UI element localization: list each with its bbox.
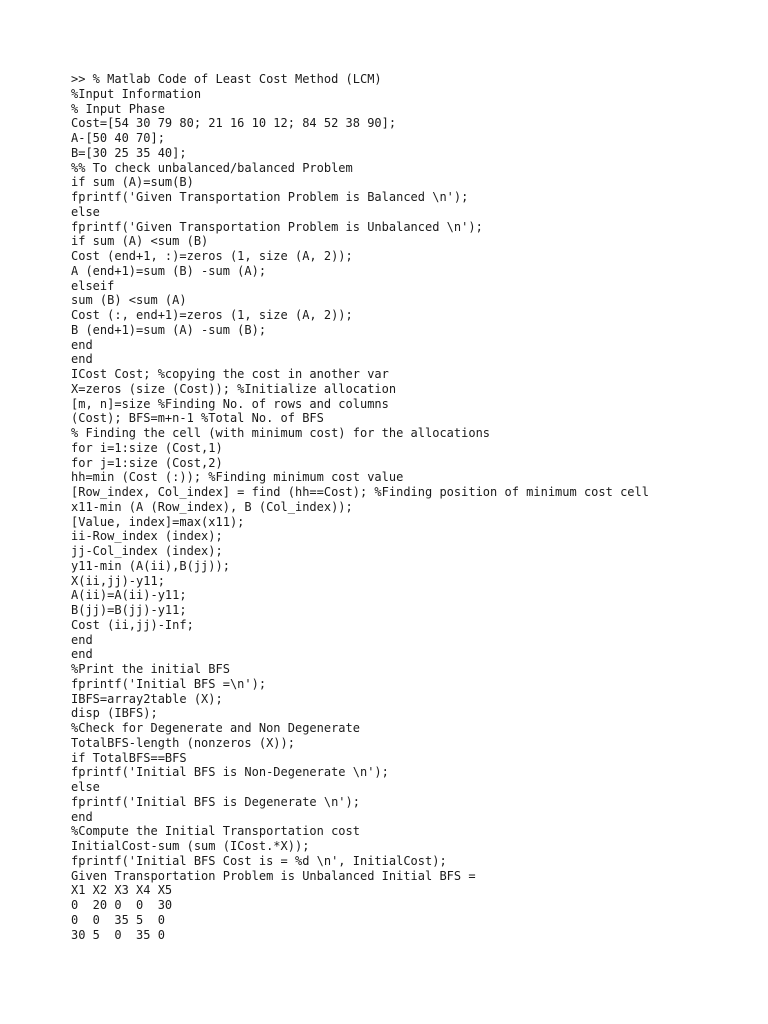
code-line: elseif	[71, 278, 115, 293]
code-line: 0 0 35 5 0	[71, 912, 165, 927]
code-line: end	[71, 632, 93, 647]
code-line: A (end+1)=sum (B) -sum (A);	[71, 263, 267, 278]
code-line: if sum (A)=sum(B)	[71, 175, 194, 190]
code-line: Cost=[54 30 79 80; 21 16 10 12; 84 52 38 90];	[71, 116, 397, 131]
code-line: for i=1:size (Cost,1)	[71, 440, 223, 455]
code-line: end	[71, 352, 93, 367]
code-line: fprintf('Initial BFS is Degenerate \n');	[71, 794, 360, 809]
code-line: [m, n]=size %Finding No. of rows and columns	[71, 396, 389, 411]
code-line: InitialCost-sum (sum (ICost.*X));	[71, 839, 310, 853]
code-line: [Value, index]=max(x11);	[71, 514, 245, 529]
code-line: y11-min (A(ii),B(jj));	[71, 558, 230, 573]
code-line: B (end+1)=sum (A) -sum (B);	[71, 322, 267, 337]
code-line: jj-Col_index (index);	[71, 544, 223, 558]
code-line: B(jj)=B(jj)-y11;	[71, 603, 187, 617]
code-line: ICost Cost; %copying the cost in another var	[71, 367, 389, 381]
code-line: %Check for Degenerate and Non Degenerate	[71, 721, 360, 735]
code-line: if TotalBFS==BFS	[71, 750, 187, 765]
code-line: else	[71, 204, 100, 219]
code-line: if sum (A) <sum (B)	[71, 234, 209, 249]
code-line: else	[71, 780, 100, 794]
code-listing	[71, 72, 649, 942]
code-line: sum (B) <sum (A)	[71, 293, 187, 308]
code-line: fprintf('Initial BFS is Non-Degenerate \n');	[71, 765, 389, 780]
code-line: 0 20 0 0 30	[71, 898, 173, 912]
code-line: %% To check unbalanced/balanced Problem	[71, 160, 353, 175]
code-line: x11-min (A (Row_index), B (Col_index));	[71, 499, 353, 514]
code-line: Cost (:, end+1)=zeros (1, size (A, 2));	[71, 308, 353, 322]
code-line: for j=1:size (Cost,2)	[71, 455, 223, 470]
code-line: % Finding the cell (with minimum cost) for the allocations	[71, 426, 491, 440]
code-line: >> % Matlab Code of Least Cost Method (LCM)	[71, 72, 382, 86]
code-line: end	[71, 809, 93, 824]
code-line: end	[71, 337, 93, 352]
code-line: IBFS=array2table (X);	[71, 691, 223, 706]
code-line: Cost (ii,jj)-Inf;	[71, 617, 194, 632]
code-line: B=[30 25 35 40];	[71, 145, 187, 160]
code-line: X(ii,jj)-y11;	[71, 573, 165, 588]
code-line: (Cost); BFS=m+n-1 %Total No. of BFS	[71, 411, 324, 426]
code-line: Cost (end+1, :)=zeros (1, size (A, 2));	[71, 249, 353, 263]
code-line: disp (IBFS);	[71, 706, 158, 721]
code-line: fprintf('Given Transportation Problem is Unbalanced \n');	[71, 219, 483, 234]
code-line: X=zeros (size (Cost)); %Initialize allocation	[71, 381, 397, 396]
code-line: fprintf('Initial BFS =\n');	[71, 676, 267, 691]
code-line: X1 X2 X3 X4 X5	[71, 883, 173, 898]
code-line: [Row_index, Col_index] = find (hh==Cost); %Finding position of minimum cost cell	[71, 485, 649, 499]
code-line: TotalBFS-length (nonzeros (X));	[71, 735, 295, 750]
code-line: ii-Row_index (index);	[71, 529, 223, 544]
code-line: 30 5 0 35 0	[71, 927, 165, 942]
code-line: A-[50 40 70];	[71, 131, 165, 145]
code-line: end	[71, 647, 93, 662]
code-line: fprintf('Initial BFS Cost is = %d \n', InitialCost);	[71, 853, 447, 868]
code-line: fprintf('Given Transportation Problem is Balanced \n');	[71, 190, 469, 204]
code-line: Given Transportation Problem is Unbalanced Initial BFS =	[71, 868, 476, 883]
code-line: %Print the initial BFS	[71, 662, 230, 676]
code-line: % Input Phase	[71, 101, 165, 116]
code-line: hh=min (Cost (:)); %Finding minimum cost value	[71, 470, 404, 485]
code-line: %Compute the Initial Transportation cost	[71, 824, 360, 839]
code-line: %Input Information	[71, 86, 202, 101]
code-line: A(ii)=A(ii)-y11;	[71, 588, 187, 603]
